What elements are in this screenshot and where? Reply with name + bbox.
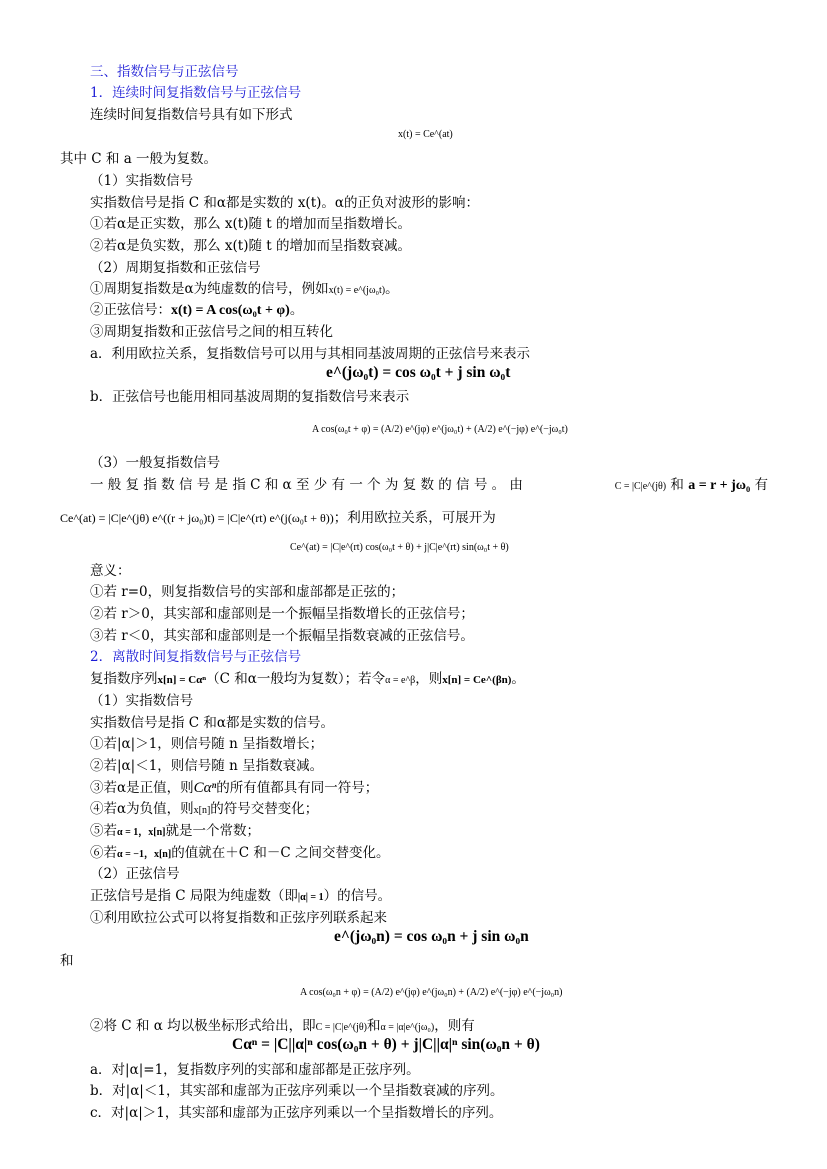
text-segment: 。 [289,302,304,318]
text-line [90,844,389,864]
text-segment: 正弦信号是指 C 局限为纯虚数（即 [90,888,298,904]
text-line: b．正弦信号也能用相同基波周期的复指数信号来表示 [90,389,410,405]
text-line [90,280,399,300]
text-segment: ；利用欧拉关系，可展开为 [333,510,496,526]
text-line [90,301,303,320]
text-line: 实指数信号是指 C 和α都是实数的 x(t)。α的正负对波形的影响： [90,195,480,211]
text-segment: ⑤若 [90,823,117,839]
inline-equation: α = 1，x[n] [117,827,166,838]
text-line [90,887,391,907]
section-heading-3: 三、指数信号与正弦信号 [90,64,239,80]
text-segment: 。 [511,671,525,687]
text-line: 其中 C 和 a 一般为复数。 [60,151,218,167]
text-line [60,509,496,527]
inline-equation: x[n] [193,805,211,816]
text-line: c．对|α|＞1，其实部和虚部为正弦序列乘以一个呈指数增长的序列。 [90,1105,503,1121]
text-segment: ）的信号。 [323,888,392,904]
text-line: a．利用欧拉关系，复指数信号可以用与其相同基波周期的正弦信号来表示 [90,346,531,362]
text-segment: ，则 [415,671,443,687]
inline-equation: C = |C|e^(jθ) [315,1022,367,1033]
item-heading: （2）正弦信号 [90,866,180,882]
text-line: 实指数信号是指 C 和α都是实数的信号。 [90,715,335,731]
item-heading: （1）实指数信号 [90,173,194,189]
text-line: ①利用欧拉公式可以将复指数和正弦序列联系起来 [90,910,387,926]
inline-equation: x(t) = e^(jω₀t) [328,285,386,296]
equation-1: x(t) = Ce^(at) [398,129,453,140]
text-segment: ②将 C 和 α 均以极坐标形式给出，即 [90,1018,316,1034]
inline-equation: x[n] = Ce^(βn) [442,674,512,686]
text-segment: 的所有值都具有同一符号； [216,780,379,796]
text-line: ①若 r=0，则复指数信号的实部和虚部都是正弦的； [90,584,405,600]
subsection-heading-2: 2．离散时间复指数信号与正弦信号 [90,649,302,665]
text-line [90,800,318,820]
text-line: 连续时间复指数信号具有如下形式 [90,107,293,123]
equation-3: A cos(ω₀t + φ) = (A/2) e^(jφ) e^(jω₀t) + (A/2) e^(−jφ) e^(−jω₀t) [312,424,568,435]
text-segment: ③若α是正值，则 [90,780,194,796]
item-heading: （3）一般复指数信号 [90,455,221,471]
inline-equation: α = |α|e^(jω₀) [380,1022,435,1033]
text-line: a．对|α|=1，复指数序列的实部和虚部都是正弦序列。 [90,1062,420,1078]
inline-equation: α = −1，x[n] [117,849,172,860]
inline-equation: x[n] = Cαⁿ [157,674,207,686]
equation-7: Cαⁿ = |C||α|ⁿ cos(ω₀n + θ) + j|C||α|ⁿ sin(ω₀n + θ) [232,1036,540,1053]
subsection-heading-1: 1．连续时间复指数信号与正弦信号 [90,85,302,101]
inline-equation: α = e^β [385,675,416,686]
text-line [90,1017,475,1037]
text-line: 意义： [90,563,131,579]
item-heading: （1）实指数信号 [90,693,194,709]
text-segment: 和 [670,477,684,493]
text-segment: ⑥若 [90,845,117,861]
text-segment: 的符号交替变化； [210,801,319,817]
text-line: ②若α是负实数，那么 x(t)随 t 的增加而呈指数衰减。 [90,238,411,254]
text-line: ①若|α|＞1，则信号随 n 呈指数增长； [90,736,324,752]
text-segment: 。 [385,281,399,297]
text-segment: 的值就在＋C 和－C 之间交替变化。 [171,845,390,861]
text-line [90,779,378,797]
text-line [90,822,260,842]
text-segment: 有 [754,477,768,493]
text-line [90,476,768,496]
text-segment-group [615,476,768,496]
text-segment: ①周期复指数是α为纯虚数的信号，例如 [90,281,329,297]
text-segment: 复指数序列 [90,671,158,687]
text-line: b．对|α|＜1，其实部和虚部为正弦序列乘以一个呈指数衰减的序列。 [90,1083,504,1099]
inline-equation: a = r + jω₀ [688,478,751,493]
equation-4: Ce^(at) = |C|e^(rt) cos(ω₀t + θ) + j|C|e^(rt) sin(ω₀t + θ) [290,542,509,553]
inline-equation: Ce^(at) = |C|e^(jθ) e^((r + jω₀)t) = |C|e^(rt) e^(j(ω₀t + θ)) [60,511,334,525]
text-segment: ，则有 [434,1018,475,1034]
equation-6: A cos(ω₀n + φ) = (A/2) e^(jφ) e^(jω₀n) + (A/2) e^(−jφ) e^(−jω₀n) [300,987,563,998]
equation-2: e^(jω₀t) = cos ω₀t + j sin ω₀t [326,364,511,381]
text-line: 和 [60,953,74,969]
text-segment: （C 和α一般均为复数）；若令 [206,671,386,687]
text-line: ③周期复指数和正弦信号之间的相互转化 [90,324,333,340]
text-segment: 和 [366,1018,381,1034]
inline-equation: |α| = 1 [297,892,324,903]
text-line [90,670,525,690]
text-line: ③若 r＜0，其实部和虚部则是一个振幅呈指数衰减的正弦信号。 [90,628,474,644]
text-line: ②若 r＞0，其实部和虚部则是一个振幅呈指数增长的正弦信号； [90,606,474,622]
inline-equation: C = |C|e^(jθ) [614,481,667,492]
item-heading: （2）周期复指数和正弦信号 [90,260,261,276]
inline-equation: x(t) = A cos(ω₀t + φ) [171,303,290,318]
equation-5: e^(jω₀n) = cos ω₀n + j sin ω₀n [334,928,529,945]
text-line: ①若α是正实数，那么 x(t)随 t 的增加而呈指数增长。 [90,216,411,232]
text-line: ②若|α|＜1，则信号随 n 呈指数衰减。 [90,758,324,774]
text-segment: 就是一个常数； [165,823,261,839]
inline-equation: Cαⁿ [193,780,217,796]
text-segment: ④若α为负值，则 [90,801,194,817]
text-segment: ②正弦信号： [90,302,171,318]
text-segment: 一 般 复 指 数 信 号 是 指 C 和 α 至 少 有 一 个 为 复 数 的 信 号 。 由 [90,477,523,493]
